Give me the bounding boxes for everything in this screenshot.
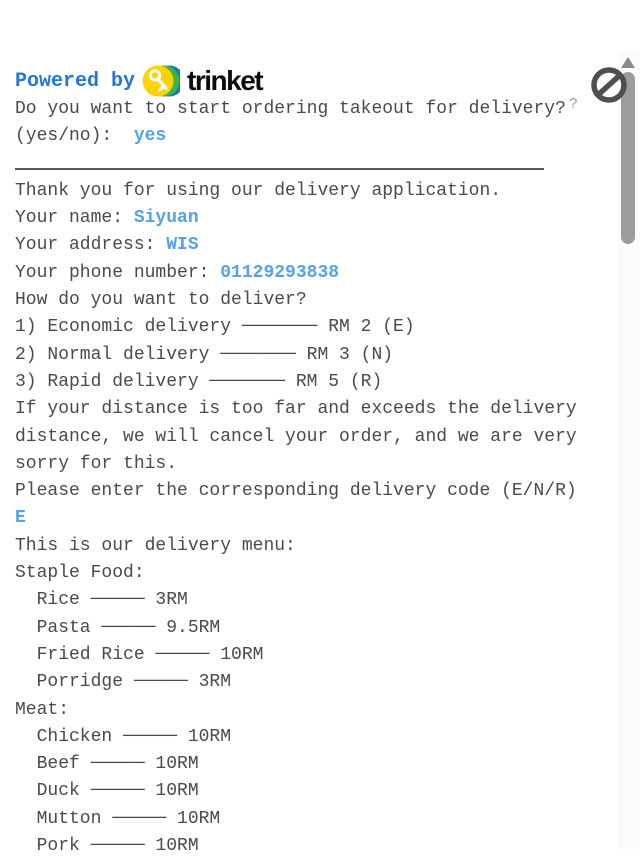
console-text: (yes/no): — [15, 126, 134, 147]
console-line — [15, 369, 605, 396]
console-text: Please enter the corresponding delivery code (E/N/R) — [15, 481, 577, 502]
console-separator-line — [15, 168, 544, 170]
console-line — [15, 424, 605, 451]
console-line — [15, 314, 605, 341]
console-text: Mutton ───── 10RM — [15, 808, 221, 829]
console-text: Your phone number: — [15, 262, 221, 283]
console-text: Rice ───── 3RM — [15, 590, 188, 611]
console-text: sorry for this. — [15, 453, 178, 474]
console-text: Chicken ───── 10RM — [15, 726, 232, 747]
console-text: 1) Economic delivery ─────── RM 2 (E) — [15, 317, 415, 338]
console-line — [15, 833, 605, 860]
console-line — [15, 151, 605, 178]
console-line — [15, 342, 605, 369]
console-text: distance, we will cancel your order, and we are very — [15, 426, 577, 447]
console-output — [15, 96, 605, 860]
user-input-text: WIS — [166, 235, 199, 256]
console-text: 3) Rapid delivery ─────── RM 5 (R) — [15, 371, 383, 392]
trinket-brand-name[interactable]: trinket — [187, 65, 263, 96]
console-text: Your name: — [15, 208, 134, 229]
console-text: This is our delivery menu: — [15, 535, 296, 556]
console-line — [15, 669, 605, 696]
console-line — [15, 751, 605, 778]
user-input-text: E — [15, 508, 26, 529]
console-line — [15, 587, 605, 614]
console-line — [15, 478, 605, 505]
console-line — [15, 615, 605, 642]
console-line — [15, 533, 605, 560]
powered-by-label[interactable]: Powered by — [15, 69, 136, 93]
console-text: Beef ───── 10RM — [15, 754, 199, 775]
console-text: Fried Rice ───── 10RM — [15, 644, 264, 665]
console-line — [15, 205, 605, 232]
console-text: 2) Normal delivery ─────── RM 3 (N) — [15, 344, 394, 365]
trinket-header — [15, 62, 262, 100]
console-line — [15, 123, 605, 150]
console-text: Meat: — [15, 699, 70, 720]
console-text: Pasta ───── 9.5RM — [15, 617, 221, 638]
console-line — [15, 806, 605, 833]
console-text: Your address: — [15, 235, 167, 256]
console-line — [15, 232, 605, 259]
console-line — [15, 724, 605, 751]
console-text: Staple Food: — [15, 563, 145, 584]
console-text: Porridge ───── 3RM — [15, 672, 232, 693]
console-line — [15, 396, 605, 423]
console-line — [15, 642, 605, 669]
console-line — [15, 178, 605, 205]
console-line — [15, 451, 605, 478]
console-line — [15, 96, 605, 123]
console-text: How do you want to deliver? — [15, 290, 307, 311]
console-line — [15, 697, 605, 724]
console-line — [15, 260, 605, 287]
prohibition-icon[interactable] — [589, 65, 629, 110]
console-text: Thank you for using our delivery application. — [15, 180, 502, 201]
console-text: Pork ───── 10RM — [15, 836, 199, 857]
user-input-text: Siyuan — [133, 208, 199, 229]
console-text: Do you want to start ordering takeout for delivery? — [15, 99, 566, 119]
console-line — [15, 778, 605, 805]
user-input-text: 01129293838 — [220, 262, 340, 283]
console-line — [15, 287, 605, 314]
console-text: If your distance is too far and exceeds the delivery — [15, 399, 577, 420]
question-mark-text: ? — [569, 96, 579, 113]
trinket-key-logo-icon[interactable] — [142, 62, 180, 100]
console-text: Duck ───── 10RM — [15, 781, 199, 802]
user-input-text: yes — [133, 126, 167, 147]
console-line — [15, 505, 605, 532]
console-line — [15, 560, 605, 587]
